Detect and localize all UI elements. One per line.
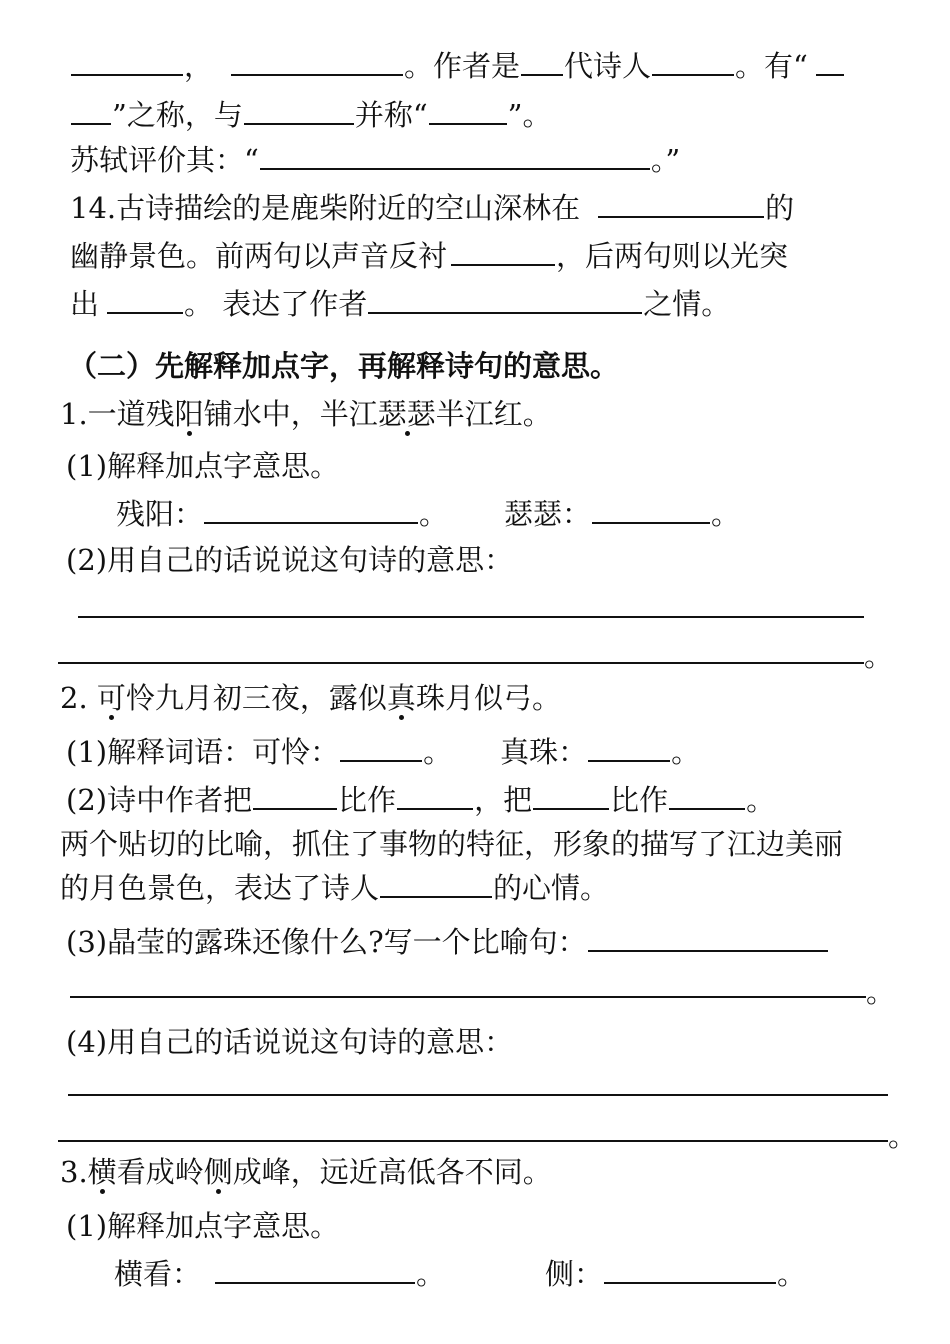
end-period: 。 (866, 975, 896, 1009)
blank[interactable] (215, 1256, 415, 1284)
text: ”之称，与 (112, 98, 243, 132)
text: 。 (671, 735, 701, 769)
q14-line-2 (70, 236, 788, 276)
text: 。 (711, 497, 741, 531)
text: 的月色景色，表达了诗人 (60, 871, 380, 905)
dotted-char: 瑟瑟 (378, 394, 436, 434)
text: 。 (416, 1257, 446, 1291)
blank[interactable] (380, 870, 492, 898)
answer-line[interactable] (68, 1094, 888, 1096)
item1-terms (116, 494, 740, 534)
text: (3)晶莹的露珠还像什么?写一个比喻句： (66, 925, 587, 959)
text: 怜九月初三夜，露似 (125, 681, 387, 715)
text: 比作 (338, 783, 397, 817)
blank[interactable] (260, 142, 650, 170)
end-period: 。 (864, 639, 894, 673)
q14-line-1 (70, 188, 794, 228)
term-label: 残阳： (116, 497, 204, 531)
item3-poem (60, 1152, 552, 1192)
text: 。作者是 (404, 49, 521, 83)
item2-sub1 (66, 732, 700, 772)
blank[interactable] (521, 48, 563, 76)
blank[interactable] (451, 238, 555, 266)
item1-sub1: (1)解释加点字意思。 (66, 449, 340, 483)
text: 的心情。 (493, 871, 610, 905)
blank[interactable] (592, 496, 710, 524)
text: 。 (746, 783, 776, 817)
answer-line[interactable] (58, 1140, 888, 1142)
text: 之情。 (643, 287, 731, 321)
text: 。有“ (735, 49, 808, 83)
dotted-char: 可 (97, 678, 126, 718)
text: 珠月似弓。 (415, 681, 561, 715)
dotted-char: 横 (88, 1152, 117, 1192)
blank[interactable] (652, 48, 734, 76)
blank[interactable] (253, 782, 337, 810)
dotted-char: 侧 (204, 1152, 233, 1192)
item2-sub4: (4)用自己的话说说这句诗的意思： (66, 1025, 514, 1059)
blank[interactable] (107, 286, 183, 314)
text: ， (184, 49, 214, 83)
item2-sub3 (66, 922, 829, 962)
blank[interactable] (429, 97, 507, 125)
text: 代诗人 (564, 49, 652, 83)
text: 。 (777, 1257, 807, 1291)
text: 并称“ (354, 98, 428, 132)
term-label: 侧： (545, 1257, 604, 1291)
text: 。 表达了作者 (184, 287, 368, 321)
item2-para1: 两个贴切的比喻，抓住了事物的特征，形象的描写了江边美丽 (60, 827, 844, 861)
blank[interactable] (397, 782, 473, 810)
text: 看成岭 (116, 1155, 204, 1189)
text: 1.一道残 (60, 397, 175, 431)
item2-para2 (60, 868, 609, 908)
text: (2)诗中作者把 (66, 783, 253, 817)
text: 真珠： (500, 735, 588, 769)
q14-line-3 (70, 284, 730, 324)
section-title: （二）先解释加点字，再解释诗句的意思。 (68, 349, 620, 383)
text: 。” (650, 143, 681, 177)
dotted-char: 阳 (175, 394, 204, 434)
end-period: 。 (888, 1119, 918, 1153)
blank[interactable] (588, 924, 828, 952)
answer-line[interactable] (58, 662, 864, 664)
text: 苏轼评价其：“ (70, 143, 259, 177)
blank[interactable] (204, 496, 418, 524)
term-label: 瑟瑟： (504, 497, 592, 531)
term-label: 横看： (114, 1257, 202, 1291)
blank[interactable] (598, 190, 764, 218)
blank[interactable] (368, 286, 642, 314)
text: 出 (70, 287, 100, 321)
text: 半江红。 (435, 397, 552, 431)
blank[interactable] (669, 782, 745, 810)
blank[interactable] (340, 734, 422, 762)
text: 。 (423, 735, 453, 769)
blank[interactable] (533, 782, 609, 810)
answer-line[interactable] (70, 996, 866, 998)
text: ，把 (474, 783, 533, 817)
text: 。 (419, 497, 449, 531)
text: ”。 (507, 98, 552, 132)
dotted-char: 真 (387, 678, 416, 718)
text: 的 (765, 191, 795, 225)
item3-sub1: (1)解释加点字意思。 (66, 1209, 340, 1243)
blank[interactable] (231, 48, 403, 76)
text: 3. (60, 1155, 88, 1189)
blank[interactable] (604, 1256, 776, 1284)
blank[interactable] (816, 48, 844, 76)
item3-terms (114, 1254, 806, 1294)
q13-line-2 (70, 95, 551, 135)
blank[interactable] (244, 97, 354, 125)
text: 成峰，远近高低各不同。 (232, 1155, 552, 1189)
text: 铺水中，半江 (203, 397, 378, 431)
text: 比作 (610, 783, 669, 817)
q13-line-1 (70, 46, 845, 86)
item2-poem (60, 678, 561, 718)
item1-poem (60, 394, 552, 434)
item1-sub2: (2)用自己的话说说这句诗的意思： (66, 543, 514, 577)
q13-line-3 (70, 140, 680, 180)
blank[interactable] (71, 97, 111, 125)
text: ，后两句则以光突 (556, 239, 789, 273)
answer-line[interactable] (78, 616, 864, 618)
blank[interactable] (71, 48, 183, 76)
text: 幽静景色。前两句以声音反衬 (70, 239, 448, 273)
text: 14.古诗描绘的是鹿柴附近的空山深林在 (70, 191, 581, 225)
item2-sub2 (66, 780, 775, 820)
blank[interactable] (588, 734, 670, 762)
text: 2. (60, 681, 97, 715)
text: (1)解释词语：可怜： (66, 735, 340, 769)
